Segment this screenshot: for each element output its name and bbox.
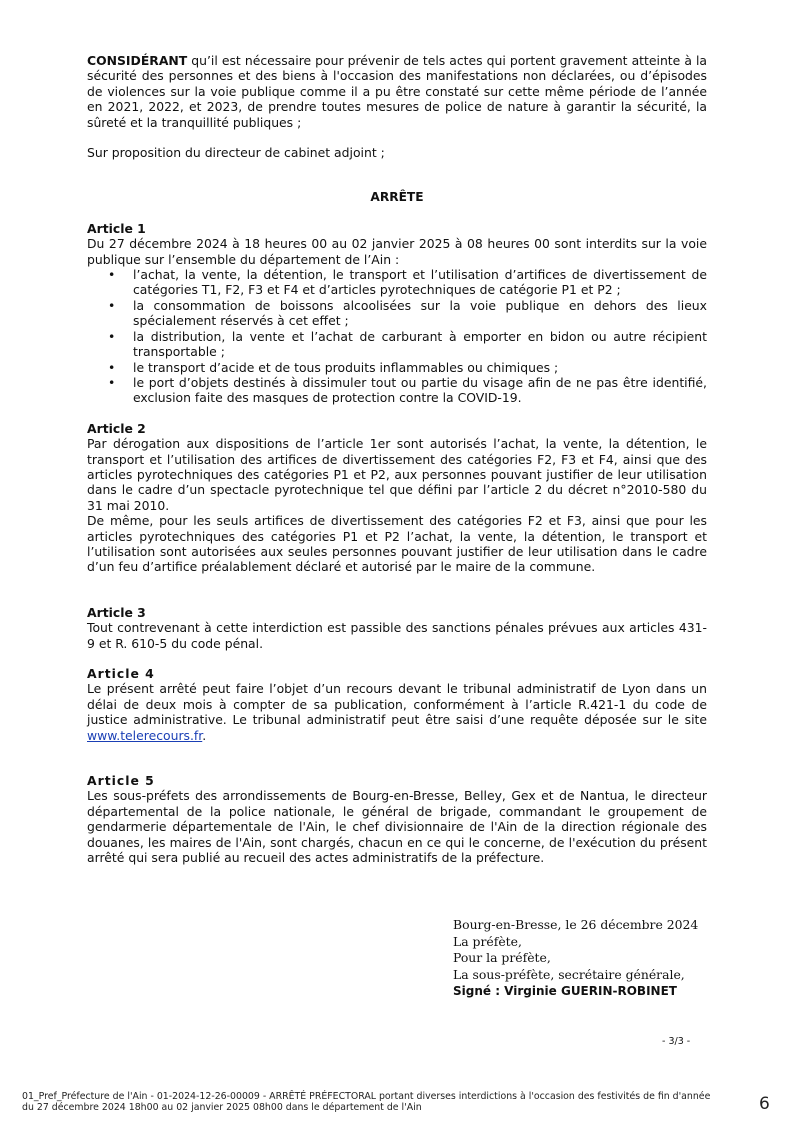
list-item-text: le transport d’acide et de tous produits inflammables ou chimiques ; <box>133 359 559 375</box>
article-4-body: Le présent arrêté peut faire l’objet d’un recours devant le tribunal administratif de Lyon dans un délai de deux mois à compter de sa publication, conformément à l’article R.421-1 du code de justice administrative. Le tribunal administratif peut être saisi d’une requête déposée sur le site <box>87 681 707 728</box>
article-1-title: Article 1 <box>87 220 146 236</box>
article-4-title: Article 4 <box>87 666 155 681</box>
document-body <box>87 53 707 865</box>
signature-block <box>453 917 698 1000</box>
footer-text: 01_Pref_Préfecture de l'Ain - 01-2024-12-26-00009 - ARRÊTÉ PRÉFECTORAL portant diverses interdictions à l'occasion des festivités de fin d'année du 27 décembre 2024 18h00 au 02 janvier 2025 08h00 dans le département de l'Ain <box>22 1091 711 1113</box>
article-3-title: Article 3 <box>87 604 146 620</box>
bullet-icon: • <box>108 359 116 375</box>
article-3-text: Tout contrevenant à cette interdiction est passible des sanctions pénales prévues aux articles 431-9 et R. 610-5 du code pénal. <box>87 620 707 651</box>
list-item-text: la consommation de boissons alcoolisées sur la voie publique en dehors des lieux spécialement réservés à cet effet ; <box>133 297 707 329</box>
bullet-icon: • <box>108 297 116 313</box>
article-1-intro: Du 27 décembre 2024 à 18 heures 00 au 02 janvier 2025 à 08 heures 00 sont interdits sur la voie publique sur l’ensemble du département de l’Ain : <box>87 236 707 267</box>
considerant-keyword: CONSIDÉRANT <box>87 53 188 68</box>
article-2-title: Article 2 <box>87 420 146 436</box>
signed-by: Signé : Virginie GUERIN-ROBINET <box>453 984 677 998</box>
signature-line-3: La sous-préfète, secrétaire générale, <box>453 966 685 982</box>
list-item <box>87 360 707 375</box>
article-5-text: Les sous-préfets des arrondissements de Bourg-en-Bresse, Belley, Gex et de Nantua, le directeur départemental de la police nationale, le général de brigade, commandant le groupement de gendarmerie départementale de l'Ain, le chef divisionnaire de l'Ain de la direction régionale des douanes, les maires de l'Ain, sont chargés, chacun en ce qui le concerne, de l'exécution du présent arrêté qui sera publié au recueil des actes administratifs de la préfecture. <box>87 788 707 866</box>
place-date: Bourg-en-Bresse, le 26 décembre 2024 <box>453 917 699 932</box>
considerant-text: qu’il est nécessaire pour prévenir de tels actes qui portent gravement atteinte à la sécurité des personnes et des biens à l'occasion des manifestations non déclarées, ou d’épisodes de violences sur la voie publique comme il a pu être constaté sur cette même période de l’année en 2021, 2022, et 2023, de prendre toutes mesures de police de nature à garantir la sécurité, la sûreté et la tranquillité publiques ; <box>87 53 707 130</box>
bullet-icon: • <box>108 374 116 390</box>
proposition-text: Sur proposition du directeur de cabinet adjoint ; <box>87 145 385 161</box>
list-item-text: l’achat, la vente, la détention, le transport et l’utilisation d’artifices de divertissement de catégories T1, F2, F3 et F4 et d’articles pyrotechniques de catégorie P1 et P2 ; <box>133 267 707 298</box>
list-item <box>87 375 707 406</box>
article-5-title: Article 5 <box>87 773 155 789</box>
arrete-heading: ARRÊTE <box>370 190 424 205</box>
list-item-text: le port d’objets destinés à dissimuler tout ou partie du visage afin de ne pas être identifié, exclusion faite des masques de protection contre la COVID-19. <box>133 374 707 406</box>
article-1-list <box>87 267 707 406</box>
footer-sheet-number: 6 <box>759 1094 770 1114</box>
article-4-end: . <box>202 727 207 743</box>
signature-line-2: Pour la préfète, <box>453 950 551 965</box>
bullet-icon: • <box>108 328 116 344</box>
bullet-icon: • <box>108 267 116 283</box>
telerecours-link[interactable]: www.telerecours.fr <box>87 727 203 743</box>
article-4-text <box>87 681 707 743</box>
page-number: - 3/3 - <box>662 1036 691 1047</box>
article-2-paragraph-1: Par dérogation aux dispositions de l’article 1er sont autorisés l’achat, la vente, la détention, le transport et l’utilisation des artifices de divertissement des catégories F2, F3 et F4, ainsi que des articles pyrotechniques des catégories P1 et P2, aux personnes pouvant justifier de leur utilisation dans le cadre d’un spectacle pyrotechnique tel que défini par l’article 2 du décret n°2010-580 du 31 mai 2010. <box>87 436 707 513</box>
considerant-paragraph <box>87 53 707 130</box>
article-2-paragraph-2: De même, pour les seuls artifices de divertissement des catégories F2 et F3, ainsi que pour les articles pyrotechniques des catégories P1 et P2 l’achat, la vente, la détention, le transport et l’utilisation sont autorisées aux seules personnes pouvant justifier de leur utilisation dans le cadre d’un feu d’artifice préalablement déclaré et autorisé par le maire de la commune. <box>87 513 707 575</box>
list-item <box>87 329 707 360</box>
signature-line-1: La préfète, <box>453 933 522 949</box>
list-item <box>87 298 707 329</box>
list-item <box>87 267 707 298</box>
list-item-text: la distribution, la vente et l’achat de carburant à emporter en bidon ou autre récipient transportable ; <box>133 328 707 360</box>
